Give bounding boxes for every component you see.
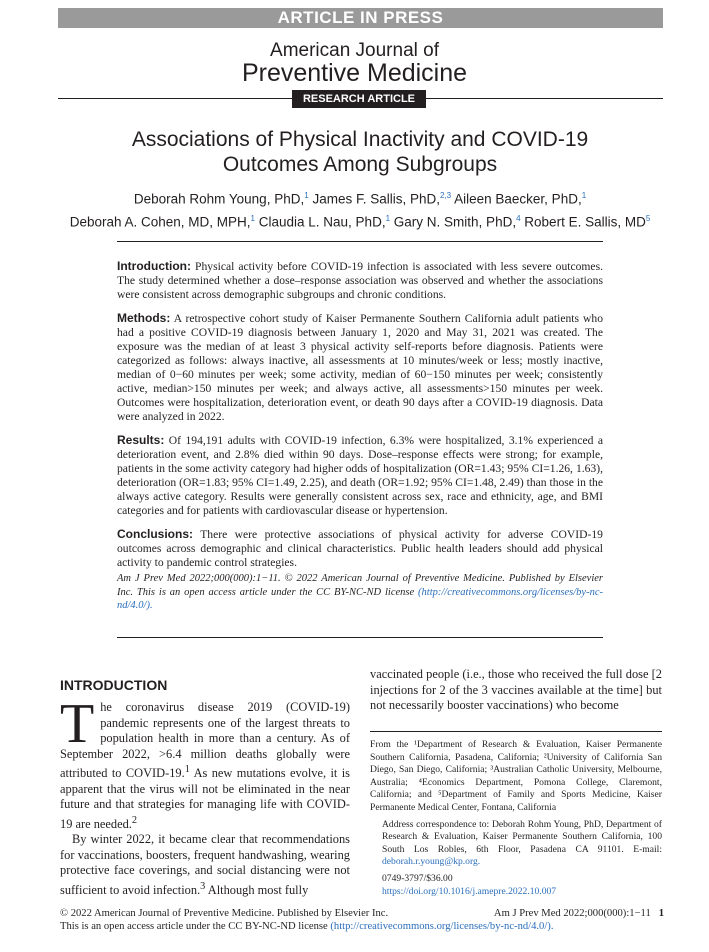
article-title [60, 127, 660, 177]
doi-link[interactable]: https://doi.org/10.1016/j.amepre.2022.10.007 [382, 885, 557, 897]
author-line-2 [40, 209, 680, 232]
author-name: Aileen Baecker, PhD, [454, 191, 582, 207]
abstract-text: There were protective associations of physical activity for adverse COVID-19 outcomes across demographic and clinical characteristics. Public health leaders should add physical activity to pandemic control strategies. [117, 528, 603, 569]
author-affil-sup[interactable]: 1 [250, 213, 255, 223]
body-column-left [60, 693, 350, 898]
journal-name-line1: American Journal of [270, 40, 439, 61]
author-name: Gary N. Smith, PhD, [393, 214, 517, 229]
page-number: 1 [658, 908, 664, 919]
intro-paragraph-continued: vaccinated people (i.e., those who received the full dose [2 injections for 2 of the 3 vaccines available at the time] but not necessarily booster vaccinations) who become [370, 667, 662, 712]
paragraph-text: Although most fully [205, 882, 309, 897]
footer-license-link[interactable]: (http://creativecommons.org/licenses/by-nc-nd/4.0/). [330, 921, 554, 932]
correspondence-text: Address correspondence to: Deborah Rohm Young, PhD, Department of Research & Evaluation, Kaiser Permanente Southern California, 100 South Los Robles, 6th Floor, Pasadena CA 91101. E-mail: [382, 818, 662, 855]
footer-license: This is an open access article under the CC BY-NC-ND license [60, 921, 328, 932]
abstract-methods [117, 311, 603, 424]
abstract-text: Physical activity before COVID-19 infection is associated with less severe outcomes. The study determined whether a dose–response association was observed and whether the associations were consistent across demographic subgroups and chronic conditions. [117, 260, 603, 301]
author-list [40, 186, 680, 231]
citation-text: Am J Prev Med 2022;000(000):1−11. © 2022 American Journal of Preventive Medicine. Published by Elsevier Inc. This is an open access article under the CC BY-NC-ND license [117, 573, 603, 598]
abstract [117, 259, 603, 622]
issn: 0749-3797/$36.00 [382, 872, 453, 884]
author-affil-sup[interactable]: 5 [645, 213, 651, 223]
author-line-1 [40, 186, 680, 209]
footer-journal-ref: Am J Prev Med 2022;000(000):1−11 1 [493, 908, 664, 919]
paragraph-text: By winter 2022, it became clear that recommendations for vaccinations, boosters, frequent handwashing, wearing protective face coverings, and social distancing were not sufficient to avoid infection. [60, 832, 350, 897]
intro-paragraph-1 [60, 693, 350, 832]
footer-row-1 [60, 907, 664, 920]
author-name: Claudia L. Nau, PhD, [258, 214, 386, 229]
author-name: Deborah Rohm Young, PhD, [133, 191, 305, 207]
page-footer [60, 907, 664, 933]
article-type-badge: RESEARCH ARTICLE [292, 90, 426, 108]
abstract-label: Methods: [117, 311, 171, 325]
journal-name-line2: Preventive Medicine [241, 59, 468, 87]
affiliation-from: From the ¹Department of Research & Evaluation, Kaiser Permanente Southern California, Pasadena, California; ²University of California San Diego, San Diego, California; ³Australian Catholic University, Melbourne, Australia; ⁴Economics Department, Pomona College, Claremont, California; and ⁵Department of Family and Sports Medicine, Kaiser Permanente Medical Center, Fontana, California [370, 739, 662, 813]
title-line-1: Associations of Physical Inactivity and COVID-19 [131, 128, 589, 151]
abstract-citation [117, 572, 603, 613]
doi [370, 886, 662, 899]
footer-row-2 [60, 920, 664, 933]
abstract-text: A retrospective cohort study of Kaiser Permanente Southern California adult patients who had a positive COVID-19 diagnosis between January 1, 2020 and May 31, 2021 was created. The exposure was the median of at least 3 physical activity self-reports before diagnosis. Patients were categorized as follows: always inactive, all assessments at 10 minutes/week or less; mostly inactive, median of 0−60 minutes per week; some activity, median of 60−150 minutes per week; consistently active, median>150 minutes per week; and always active, all assessments>150 minutes per week. Outcomes were hospitalization, deterioration event, or death 90 days after a COVID-19 diagnosis. Data were analyzed in 2022. [117, 312, 603, 423]
correspondence [370, 819, 662, 869]
body-column-right [370, 667, 662, 714]
abstract-bottom-rule [117, 637, 603, 638]
article-in-press-banner: ARTICLE IN PRESS [58, 8, 663, 28]
affiliation-rule [370, 731, 662, 732]
author-affil-sup[interactable]: 1 [385, 213, 391, 223]
paragraph-text: As new mutations evolve, it is apparent that the virus will not be eliminated in the near future and that strategies for managing life with COVID-19 are needed. [60, 766, 350, 831]
title-line-2: Outcomes Among Subgroups [222, 153, 498, 176]
intro-paragraph-2 [60, 832, 350, 898]
footer-copyright: © 2022 American Journal of Preventive Medicine. Published by Elsevier Inc. [60, 908, 389, 919]
abstract-label: Results: [117, 433, 165, 447]
author-affil-sup[interactable]: 1 [581, 191, 587, 200]
reference-sup[interactable]: 3 [200, 880, 206, 892]
affiliations [370, 739, 662, 902]
reference-sup[interactable]: 1 [184, 764, 190, 775]
abstract-label: Conclusions: [117, 527, 194, 541]
abstract-label: Introduction: [117, 259, 191, 273]
license-link[interactable]: (http://creativecommons.org/licenses/by-nc-nd/4.0/). [117, 586, 603, 611]
author-affil-sup[interactable]: 1 [304, 191, 309, 200]
author-name: Robert E. Sallis, MD [524, 214, 646, 229]
abstract-top-rule [117, 241, 603, 242]
abstract-results [117, 433, 603, 518]
author-name: Deborah A. Cohen, MD, MPH, [69, 214, 251, 229]
email-link[interactable]: deborah.r.young@kp.org. [382, 856, 481, 868]
reference-sup[interactable]: 2 [131, 814, 138, 826]
drop-cap: T [60, 693, 95, 755]
section-heading-introduction: INTRODUCTION [60, 677, 168, 693]
abstract-conclusions [117, 527, 603, 570]
author-affil-sup[interactable]: 4 [516, 213, 521, 223]
abstract-text: Of 194,191 adults with COVID-19 infection, 6.3% were hospitalized, 3.1% experienced a deterioration event, and 2.8% died within 90 days. Dose–response effects were strong; for example, patients in the some activity category had higher odds of hospitalization (OR=1.43; 95% CI=1.26, 1.63), deterioration (OR=1.83; 95% CI=1.49, 2.25), and death (OR=1.92; 95% CI=1.48, 2.49) than those in the always active category. Results were generally consistent across sex, race and ethnicity, age, and BMI categories and for patients with cardiovascular disease or hypertension. [117, 434, 604, 517]
paragraph-text: he coronavirus disease 2019 (COVID-19) pandemic represents one of the largest threats to population health in more than a century. As of September 2022, >6.4 million deaths globally were attributed to COVID-19. [60, 700, 350, 781]
abstract-introduction [117, 259, 603, 302]
author-name: James F. Sallis, PhD, [312, 191, 440, 207]
author-affil-sup[interactable]: 2,3 [439, 191, 452, 200]
